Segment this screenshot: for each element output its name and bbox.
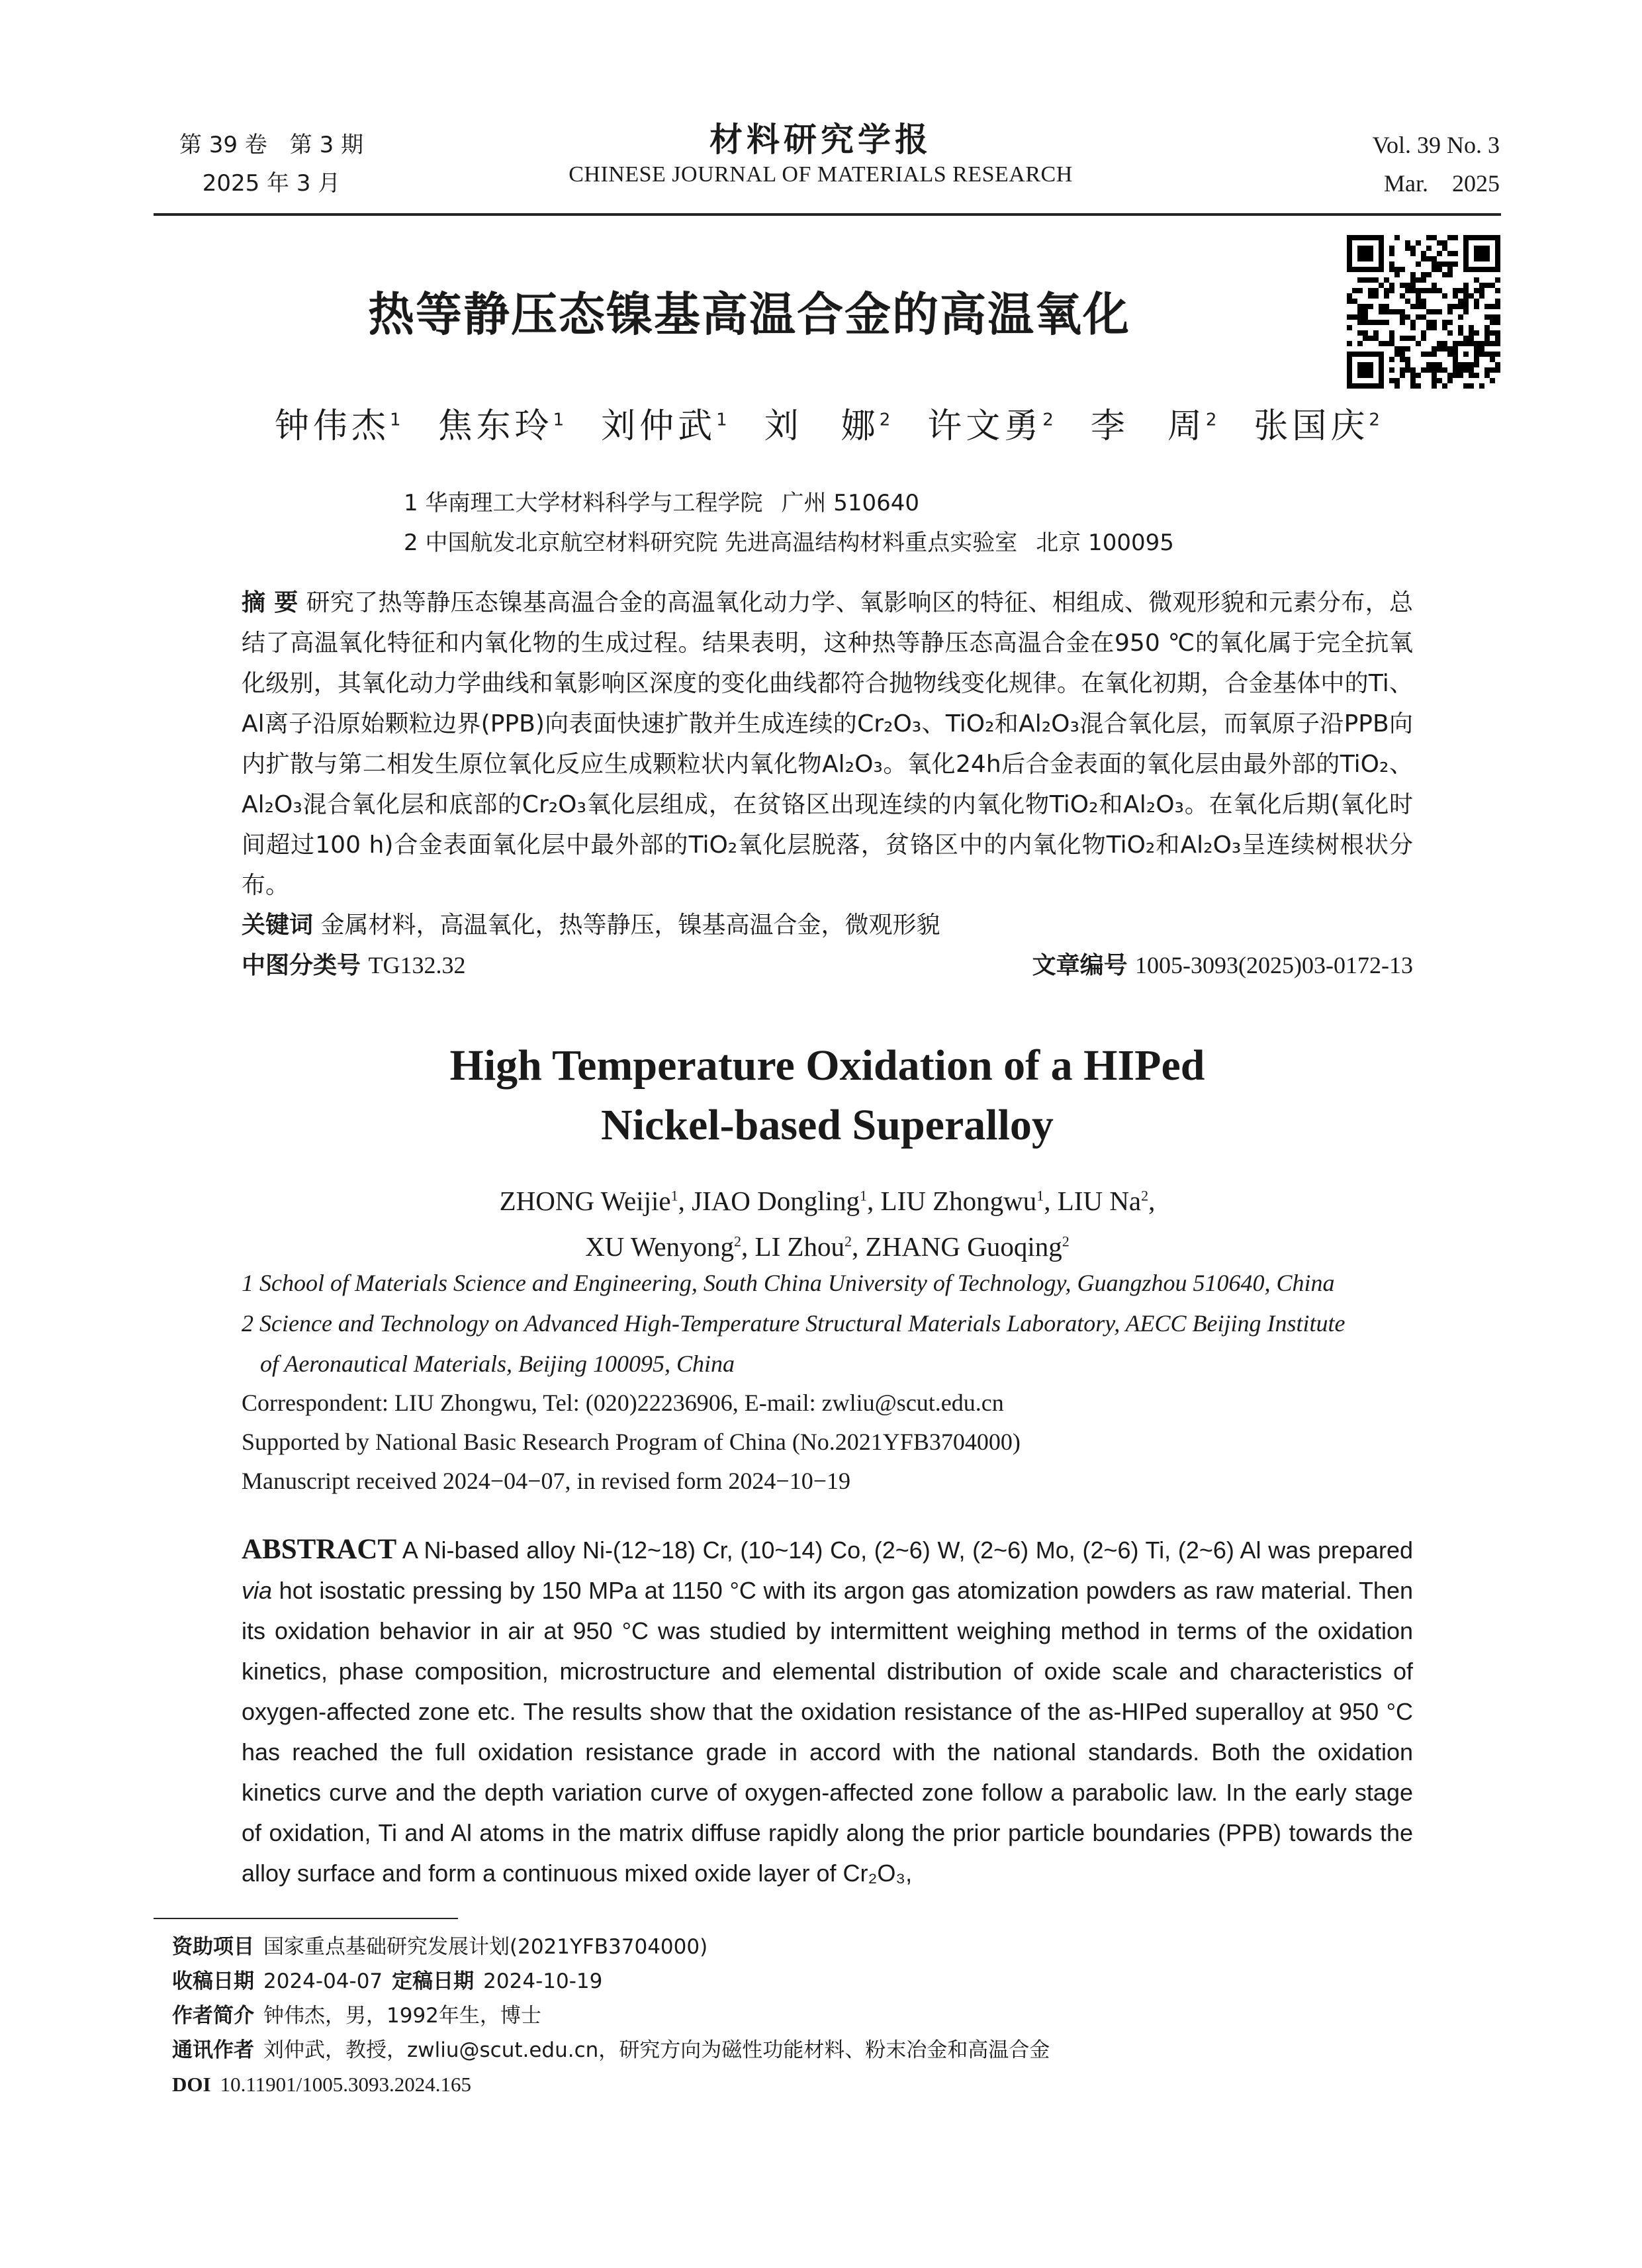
footnotes — [172, 1930, 1050, 2102]
article-meta-en — [242, 1384, 1433, 1501]
author-cn: 李 周$^2$ — [1090, 406, 1217, 447]
footnote-corresponding: 通讯作者 刘仲武，教授，zwliu@scut.edu.cn，研究方向为磁性功能材料、粉末冶金和高温合金 — [172, 2038, 1050, 2062]
author-cn: 钟伟杰$^1$ — [275, 406, 401, 447]
title-en — [154, 1036, 1501, 1155]
volume-issue-cn: 第 39 卷 第 3 期 — [179, 132, 364, 158]
author-en: XU Wenyong$^2$, — [585, 1231, 755, 1262]
author-cn: 许文勇$^2$ — [927, 406, 1054, 447]
author-en: LIU Na$^2$, — [1057, 1185, 1156, 1216]
correspondent-line: Correspondent: LIU Zhongwu, Tel: (020)22236906, E-mail: zwliu@scut.edu.cn — [242, 1390, 1004, 1416]
classification-cn: 中图分类号 TG132.32 — [242, 952, 466, 979]
footnote-author-bio: 作者简介 钟伟杰，男，1992年生，博士 — [172, 2004, 541, 2028]
abstract-en-via: via — [242, 1577, 273, 1604]
author-cn: 刘仲武$^1$ — [601, 406, 727, 447]
affiliation-cn-2: 2 中国航发北京航空材料研究院 先进高温结构材料重点实验室 北京 100095 — [404, 530, 1174, 556]
abstract-en-text-1: A Ni-based alloy Ni-(12~18) Cr, (10~14) Co, (2~6) W, (2~6) Mo, (2~6) Ti, (2~6) Al was prepared — [402, 1536, 1413, 1564]
abstract-en — [242, 1529, 1413, 1893]
classification-row — [242, 945, 1413, 986]
affiliations-en — [242, 1263, 1433, 1384]
authors-en — [154, 1175, 1501, 1267]
received-line: Manuscript received 2024−04−07, in revised form 2024−10−19 — [242, 1468, 851, 1494]
authors-en-line1 — [154, 1175, 1501, 1221]
footnote-rule — [154, 1918, 458, 1919]
date-cn: 2025 年 3 月 — [202, 170, 341, 197]
header-rule — [154, 213, 1501, 216]
qr-code-icon — [1347, 235, 1500, 389]
keywords-cn-text: 金属材料，高温氧化，热等静压，镍基高温合金，微观形貌 — [320, 912, 940, 939]
journal-name-en: CHINESE JOURNAL OF MATERIALS RESEARCH — [569, 162, 1073, 187]
header-left — [175, 126, 367, 203]
affiliations-cn — [404, 483, 1193, 563]
footnote-funding: 资助项目 国家重点基础研究发展计划(2021YFB3704000) — [172, 1935, 708, 1959]
footnote-doi: DOI 10.11901/1005.3093.2024.165 — [172, 2073, 472, 2096]
title-en-line1: High Temperature Oxidation of a HIPed — [449, 1041, 1205, 1090]
abstract-cn-text: 研究了热等静压态镍基高温合金的高温氧化动力学、氧影响区的特征、相组成、微观形貌和元素分布，总结了高温氧化特征和内氧化物的生成过程。结果表明，这种热等静压态高温合金在950 ℃的氧化属于完全抗氧化级别，其氧化动力学曲线和氧影响区深度的变化曲线都符合抛物线变化规律。在氧化初期，合金基体中的Ti、Al离子沿原始颗粒边界(PPB)向表面快速扩散并生成连续的Cr₂O₃、TiO₂和Al₂O₃混合氧化层，而氧原子沿PPB向内扩散与第二相发生原位氧化反应生成颗粒状内氧化物Al₂O₃。氧化24h后合金表面的氧化层由最外部的TiO₂、Al₂O₃混合氧化层和底部的Cr₂O₃氧化层组成，在贫铬区出现连续的内氧化物TiO₂和Al₂O₃。在氧化后期(氧化时间超过100 h)合金表面氧化层中最外部的TiO₂氧化层脱落，贫铬区中的内氧化物TiO₂和Al₂O₃呈连续树根状分布。 — [242, 589, 1413, 899]
author-en: ZHONG Weijie$^1$, — [499, 1185, 692, 1216]
author-cn: 刘 娜$^2$ — [764, 406, 891, 447]
affiliation-en-2a: 2 Science and Technology on Advanced High-Temperature Structural Materials Laboratory, AECC Beijing Institute — [242, 1310, 1346, 1337]
title-cn: 热等静压态镍基高温合金的高温氧化 — [368, 287, 1130, 342]
article-number-cn: 文章编号 1005-3093(2025)03-0172-13 — [1032, 952, 1413, 979]
keywords-cn — [242, 906, 1413, 945]
author-cn: 张国庆$^2$ — [1254, 406, 1380, 447]
authors-cn — [154, 397, 1501, 449]
authors-en-line2 — [154, 1221, 1501, 1268]
abstract-cn — [242, 583, 1413, 906]
keywords-cn-label: 关键词 — [242, 912, 314, 939]
affiliation-en-2b: of Aeronautical Materials, Beijing 100095, China — [260, 1350, 735, 1377]
author-en: LI Zhou$^2$, — [754, 1231, 866, 1262]
journal-masthead — [516, 119, 1125, 189]
header-right — [1288, 126, 1500, 203]
footnote-dates: 收稿日期 2024-04-07 定稿日期 2024-10-19 — [172, 1969, 603, 1993]
funding-line: Supported by National Basic Research Program of China (No.2021YFB3704000) — [242, 1429, 1021, 1455]
author-cn: 焦东玲$^1$ — [437, 406, 565, 447]
abstract-cn-label: 摘 要 — [242, 589, 298, 616]
title-en-line2: Nickel-based Superalloy — [601, 1101, 1054, 1149]
author-en: LIU Zhongwu$^1$, — [880, 1185, 1058, 1216]
volume-issue-en: Vol. 39 No. 3 — [1372, 132, 1500, 158]
abstract-en-text-2: hot isostatic pressing by 150 MPa at 1150 °C with its argon gas atomization powders as raw material. Then its oxidation behavior in air at 950 °C was studied by intermittent weighing method in terms of the oxidation kinetics, phase composition, microstructure and elemental distribution of oxide scale and characteristics of oxygen-affected zone etc. The results show that the oxidation resistance of the as-HIPed superalloy at 950 °C has reached the full oxidation resistance grade in accord with the national standards. Both the oxidation kinetics curve and the depth variation curve of oxygen-affected zone follow a parabolic law. In the early stage of oxidation, Ti and Al atoms in the matrix diffuse rapidly along the prior particle boundaries (PPB) towards the alloy surface and form a continuous mixed oxide layer of Cr₂O₃, — [242, 1577, 1413, 1887]
author-en: JIAO Dongling$^1$, — [692, 1185, 881, 1216]
abstract-en-label: ABSTRACT — [242, 1534, 397, 1565]
author-en: ZHANG Guoqing$^2$ — [865, 1231, 1070, 1262]
date-en: Mar. 2025 — [1384, 170, 1500, 197]
affiliation-en-1: 1 School of Materials Science and Engineering, South China University of Technology, Guangzhou 510640, China — [242, 1270, 1335, 1296]
affiliation-cn-1: 1 华南理工大学材料科学与工程学院 广州 510640 — [404, 490, 920, 516]
journal-name-cn: 材料研究学报 — [709, 120, 932, 159]
